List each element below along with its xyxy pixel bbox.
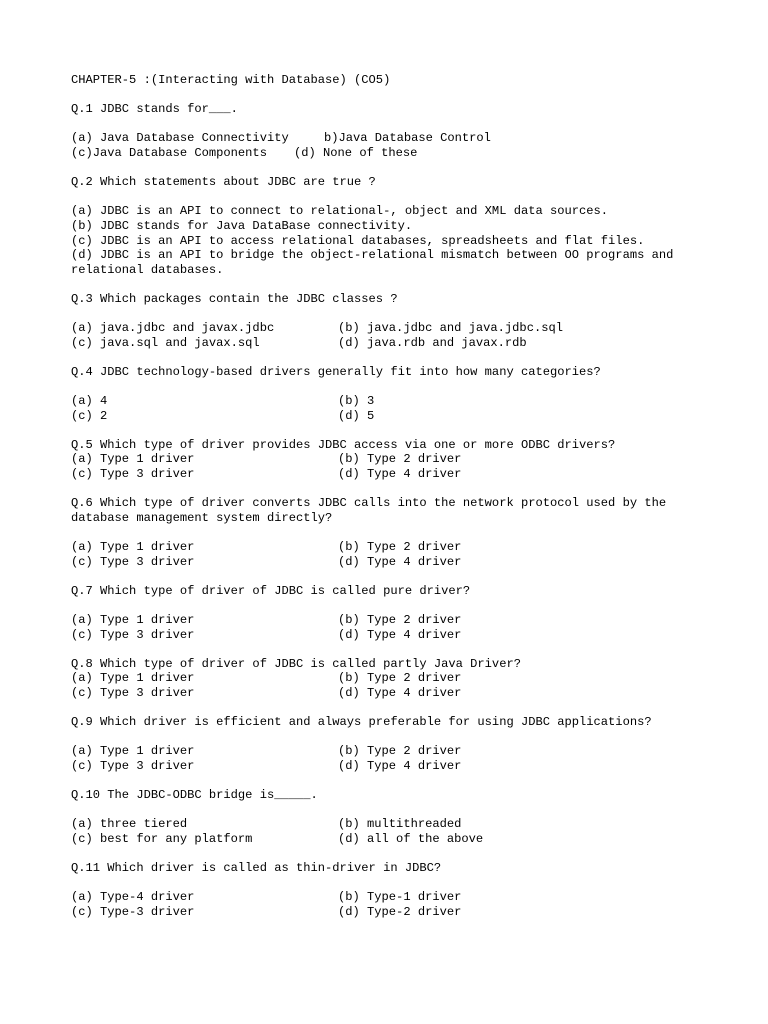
question-9-option-b: (b) Type 2 driver	[338, 744, 462, 759]
question-5-options-row-1	[71, 452, 711, 467]
question-2-option-b: (b) JDBC stands for Java DataBase connectivity.	[71, 218, 413, 233]
question-7-option-a: (a) Type 1 driver	[71, 612, 195, 627]
question-11-option-a: (a) Type-4 driver	[71, 890, 195, 905]
question-9-options-row-2	[71, 759, 711, 774]
question-8-option-b: (b) Type 2 driver	[338, 671, 462, 686]
question-5-option-c: (c) Type 3 driver	[71, 467, 195, 482]
question-9-text: Q.9 Which driver is efficient and always preferable for using JDBC applications?	[71, 715, 652, 730]
question-3-options-row-1	[71, 321, 711, 336]
question-1-options-row-1	[71, 131, 711, 146]
question-8-text: Q.8 Which type of driver of JDBC is called partly Java Driver?	[71, 656, 521, 671]
question-4-options-row-2	[71, 409, 711, 424]
question-4-option-d: (d) 5	[338, 408, 375, 423]
question-11-option-d: (d) Type-2 driver	[338, 904, 462, 919]
question-4-options-row-1	[71, 394, 711, 409]
question-1-option-b: b)Java Database Control	[324, 131, 491, 146]
question-9-options-row-1	[71, 744, 711, 759]
question-6-option-c: (c) Type 3 driver	[71, 554, 195, 569]
document-content	[71, 73, 711, 919]
question-8-option-c: (c) Type 3 driver	[71, 685, 195, 700]
question-4-text: Q.4 JDBC technology-based drivers generally fit into how many categories?	[71, 364, 601, 379]
question-8-option-d: (d) Type 4 driver	[338, 685, 462, 700]
question-6-options-row-2	[71, 555, 711, 570]
question-11-text: Q.11 Which driver is called as thin-driver in JDBC?	[71, 861, 442, 876]
question-1-options-row-2	[71, 146, 711, 161]
question-10-options-row-2	[71, 832, 711, 847]
question-5-option-a: (a) Type 1 driver	[71, 452, 195, 467]
question-9-option-a: (a) Type 1 driver	[71, 744, 195, 759]
question-2-option-c: (c) JDBC is an API to access relational databases, spreadsheets and flat files.	[71, 233, 645, 248]
question-7-text: Q.7 Which type of driver of JDBC is called pure driver?	[71, 583, 471, 598]
question-5-option-b: (b) Type 2 driver	[338, 452, 462, 467]
question-8-options-row-2	[71, 686, 711, 701]
question-11-option-c: (c) Type-3 driver	[71, 904, 195, 919]
question-1-option-d: (d) None of these	[294, 145, 418, 160]
question-8-options-row-1	[71, 671, 711, 686]
question-3-option-b: (b) java.jdbc and java.jdbc.sql	[338, 321, 563, 336]
question-7-options-row-1	[71, 613, 711, 628]
question-2-option-d: (d) JDBC is an API to bridge the object-relational mismatch between OO programs and	[71, 248, 674, 263]
question-1-text: Q.1 JDBC stands for___.	[71, 102, 238, 117]
question-11-option-b: (b) Type-1 driver	[338, 890, 462, 905]
question-4-option-b: (b) 3	[338, 394, 375, 409]
question-3-text: Q.3 Which packages contain the JDBC classes ?	[71, 291, 398, 306]
question-4-option-a: (a) 4	[71, 394, 108, 409]
question-7-option-c: (c) Type 3 driver	[71, 627, 195, 642]
question-1-option-c: (c)Java Database Components	[71, 145, 267, 160]
question-3-option-a: (a) java.jdbc and javax.jdbc	[71, 321, 275, 336]
question-6-options-row-1	[71, 540, 711, 555]
question-7-options-row-2	[71, 628, 711, 643]
question-6-option-b: (b) Type 2 driver	[338, 540, 462, 554]
question-10-option-c: (c) best for any platform	[71, 831, 253, 846]
question-3-options-row-2	[71, 336, 711, 351]
question-6-option-a: (a) Type 1 driver	[71, 540, 195, 554]
question-6-text-line-1: Q.6 Which type of driver converts JDBC calls into the network protocol used by the	[71, 496, 667, 511]
question-11-options-row-2	[71, 905, 711, 920]
question-9-option-c: (c) Type 3 driver	[71, 758, 195, 773]
question-8-option-a: (a) Type 1 driver	[71, 671, 195, 686]
question-10-option-b: (b) multithreaded	[338, 817, 462, 832]
question-10-text: Q.10 The JDBC-ODBC bridge is_____.	[71, 788, 318, 803]
question-6-option-d: (d) Type 4 driver	[338, 554, 462, 569]
question-7-option-d: (d) Type 4 driver	[338, 627, 462, 642]
question-6-text-line-2: database management system directly?	[71, 510, 333, 525]
question-4-option-c: (c) 2	[71, 408, 108, 423]
question-3-option-c: (c) java.sql and javax.sql	[71, 335, 260, 350]
question-3-option-d: (d) java.rdb and javax.rdb	[338, 335, 527, 350]
question-2-text: Q.2 Which statements about JDBC are true ?	[71, 175, 376, 190]
question-10-option-d: (d) all of the above	[338, 831, 484, 846]
question-2-option-a: (a) JDBC is an API to connect to relational-, object and XML data sources.	[71, 204, 609, 219]
question-5-text: Q.5 Which type of driver provides JDBC access via one or more ODBC drivers?	[71, 437, 616, 452]
chapter-title: CHAPTER-5 :(Interacting with Database) (CO5)	[71, 73, 391, 87]
question-10-option-a: (a) three tiered	[71, 817, 188, 832]
question-1-option-a: (a) Java Database Connectivity	[71, 131, 289, 146]
question-2-option-d-continued: relational databases.	[71, 262, 224, 277]
question-5-option-d: (d) Type 4 driver	[338, 467, 462, 482]
question-7-option-b: (b) Type 2 driver	[338, 612, 462, 627]
question-9-option-d: (d) Type 4 driver	[338, 758, 462, 773]
question-11-options-row-1	[71, 890, 711, 905]
question-10-options-row-1	[71, 817, 711, 832]
question-5-options-row-2	[71, 467, 711, 482]
